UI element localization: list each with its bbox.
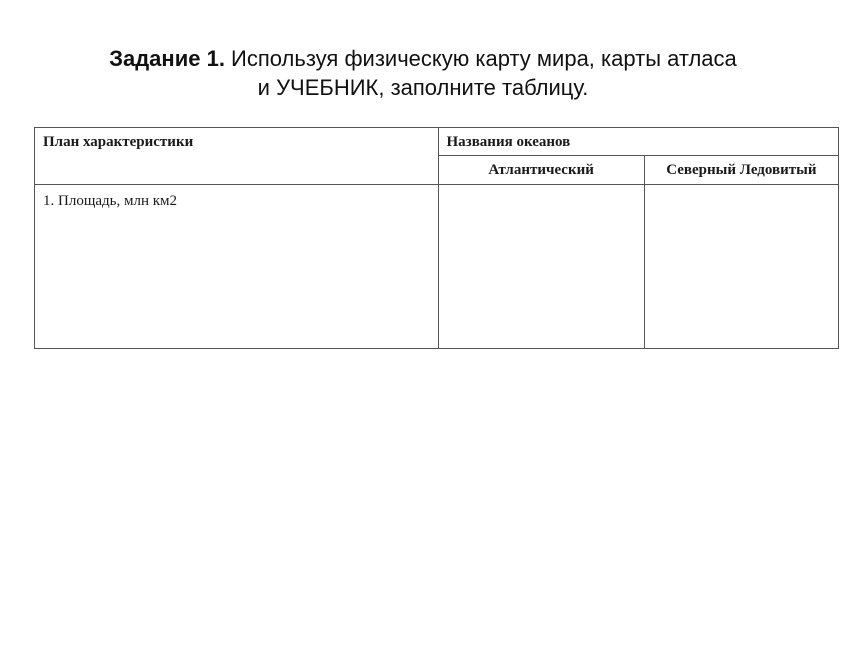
header-plan-label: План характеристики <box>43 134 194 150</box>
row-label-area: 1. Площадь, млн км2 <box>35 185 439 349</box>
task-heading-line-1 <box>0 44 846 73</box>
task-number: Задание 1. <box>109 46 225 71</box>
task-instruction-part-2: и УЧЕБНИК, заполните таблицу. <box>257 75 589 100</box>
task-heading <box>0 44 846 102</box>
header-ocean-atlantic: Атлантический <box>438 156 644 185</box>
header-ocean-arctic: Северный Ледовитый <box>644 156 838 185</box>
oceans-table <box>34 127 839 349</box>
table-header-row <box>35 128 839 156</box>
header-names-cell <box>438 128 839 156</box>
table-row <box>35 185 839 349</box>
header-names-label: Названия океанов <box>446 134 571 150</box>
cell-arctic-area[interactable] <box>644 185 838 349</box>
cell-atlantic-area[interactable] <box>438 185 644 349</box>
task-instruction-part-1: Используя физическую карту мира, карты атласа <box>224 46 737 71</box>
header-plan-cell <box>35 128 439 185</box>
